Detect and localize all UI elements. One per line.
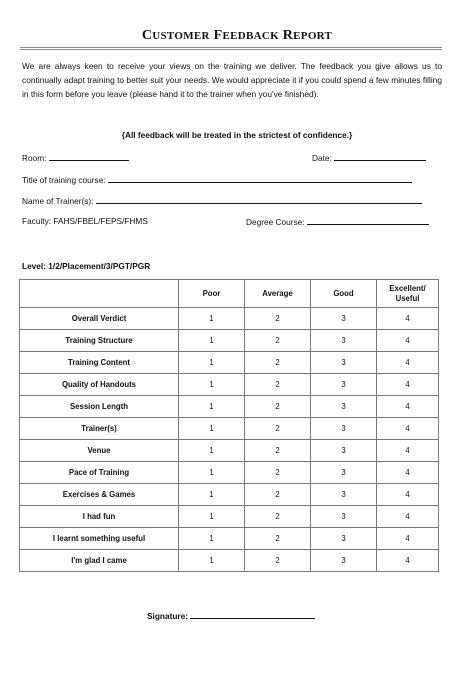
degree-field (246, 216, 429, 227)
header-blank (20, 280, 179, 308)
header-excellent: Excellent/ Useful (377, 280, 439, 308)
rating-cell[interactable]: 1 (179, 308, 245, 330)
room-input-line[interactable] (49, 152, 129, 161)
rating-cell[interactable]: 3 (311, 528, 377, 550)
date-input-line[interactable] (334, 152, 426, 161)
row-label: Quality of Handouts (20, 374, 179, 396)
intro-paragraph: We are always keen to receive your views on the training we deliver. The feedback you give allows us to continually adapt training to better suit your needs. We would appreciate it if you could spend a few minutes filling in this form before you leave (please hand it to the trainer when you've finished). (22, 61, 442, 99)
rating-cell[interactable]: 4 (377, 528, 439, 550)
rating-cell[interactable]: 2 (245, 308, 311, 330)
rating-cell[interactable]: 3 (311, 462, 377, 484)
row-label: I'm glad I came (20, 550, 179, 572)
rating-cell[interactable]: 4 (377, 440, 439, 462)
rating-cell[interactable]: 3 (311, 330, 377, 352)
trainer-label: Name of Trainer(s): (22, 196, 94, 206)
rating-cell[interactable]: 2 (245, 528, 311, 550)
room-label: Room: (22, 153, 47, 163)
feedback-table (19, 279, 439, 572)
rating-cell[interactable]: 3 (311, 418, 377, 440)
row-label: Training Content (20, 352, 179, 374)
course-field (22, 174, 412, 185)
row-label: Trainer(s) (20, 418, 179, 440)
rating-cell[interactable]: 1 (179, 352, 245, 374)
rating-cell[interactable]: 3 (311, 506, 377, 528)
row-label: I learnt something useful (20, 528, 179, 550)
rating-cell[interactable]: 1 (179, 396, 245, 418)
rating-cell[interactable]: 3 (311, 374, 377, 396)
course-input-line[interactable] (108, 174, 412, 183)
rating-cell[interactable]: 4 (377, 396, 439, 418)
rating-cell[interactable]: 2 (245, 462, 311, 484)
rating-cell[interactable]: 1 (179, 462, 245, 484)
rating-cell[interactable]: 3 (311, 440, 377, 462)
table-row (20, 484, 439, 506)
rating-cell[interactable]: 2 (245, 396, 311, 418)
table-row (20, 418, 439, 440)
trainer-input-line[interactable] (96, 195, 422, 204)
rating-cell[interactable]: 2 (245, 506, 311, 528)
rating-cell[interactable]: 4 (377, 374, 439, 396)
table-row (20, 550, 439, 572)
row-label: Exercises & Games (20, 484, 179, 506)
signature-label: Signature: (147, 611, 189, 621)
course-label: Title of training course: (22, 175, 106, 185)
row-label: Session Length (20, 396, 179, 418)
rating-cell[interactable]: 4 (377, 330, 439, 352)
rating-cell[interactable]: 1 (179, 484, 245, 506)
degree-input-line[interactable] (307, 216, 429, 225)
table-row (20, 506, 439, 528)
trainer-field (22, 195, 422, 206)
row-label: Venue (20, 440, 179, 462)
rating-cell[interactable]: 2 (245, 418, 311, 440)
title-divider (20, 47, 442, 50)
rating-cell[interactable]: 2 (245, 330, 311, 352)
table-row (20, 308, 439, 330)
date-label: Date: (312, 153, 332, 163)
rating-cell[interactable]: 3 (311, 308, 377, 330)
rating-cell[interactable]: 2 (245, 374, 311, 396)
row-label: Pace of Training (20, 462, 179, 484)
signature-field (147, 610, 315, 621)
table-row (20, 352, 439, 374)
room-field (22, 152, 129, 163)
date-field (312, 152, 426, 163)
rating-cell[interactable]: 4 (377, 308, 439, 330)
rating-cell[interactable]: 3 (311, 484, 377, 506)
rating-cell[interactable]: 1 (179, 506, 245, 528)
rating-cell[interactable]: 2 (245, 484, 311, 506)
signature-input-line[interactable] (190, 610, 315, 619)
table-header-row (20, 280, 439, 308)
rating-cell[interactable]: 1 (179, 418, 245, 440)
row-label: I had fun (20, 506, 179, 528)
rating-cell[interactable]: 1 (179, 528, 245, 550)
header-good: Good (311, 280, 377, 308)
table-row (20, 396, 439, 418)
table-row (20, 374, 439, 396)
rating-cell[interactable]: 4 (377, 418, 439, 440)
rating-cell[interactable]: 4 (377, 462, 439, 484)
table-row (20, 462, 439, 484)
table-row (20, 440, 439, 462)
rating-cell[interactable]: 1 (179, 550, 245, 572)
rating-cell[interactable]: 1 (179, 440, 245, 462)
rating-cell[interactable]: 2 (245, 440, 311, 462)
rating-cell[interactable]: 3 (311, 352, 377, 374)
rating-cell[interactable]: 3 (311, 550, 377, 572)
rating-cell[interactable]: 4 (377, 352, 439, 374)
row-label: Overall Verdict (20, 308, 179, 330)
rating-cell[interactable]: 4 (377, 506, 439, 528)
table-row (20, 528, 439, 550)
confidentiality-note: {All feedback will be treated in the strictest of confidence.} (121, 130, 353, 140)
header-poor: Poor (179, 280, 245, 308)
faculty-label: Faculty: FAHS/FBEL/FEPS/FHMS (22, 216, 148, 226)
table-row (20, 330, 439, 352)
rating-cell[interactable]: 2 (245, 550, 311, 572)
report-title: CUSTOMER FEEDBACK REPORT (141, 28, 333, 43)
level-label: Level: 1/2/Placement/3/PGT/PGR (22, 261, 151, 271)
rating-cell[interactable]: 2 (245, 352, 311, 374)
rating-cell[interactable]: 4 (377, 484, 439, 506)
rating-cell[interactable]: 1 (179, 330, 245, 352)
rating-cell[interactable]: 1 (179, 374, 245, 396)
row-label: Training Structure (20, 330, 179, 352)
degree-label: Degree Course: (246, 217, 305, 227)
rating-cell[interactable]: 4 (377, 550, 439, 572)
rating-cell[interactable]: 3 (311, 396, 377, 418)
faculty-field (22, 216, 148, 226)
header-average: Average (245, 280, 311, 308)
